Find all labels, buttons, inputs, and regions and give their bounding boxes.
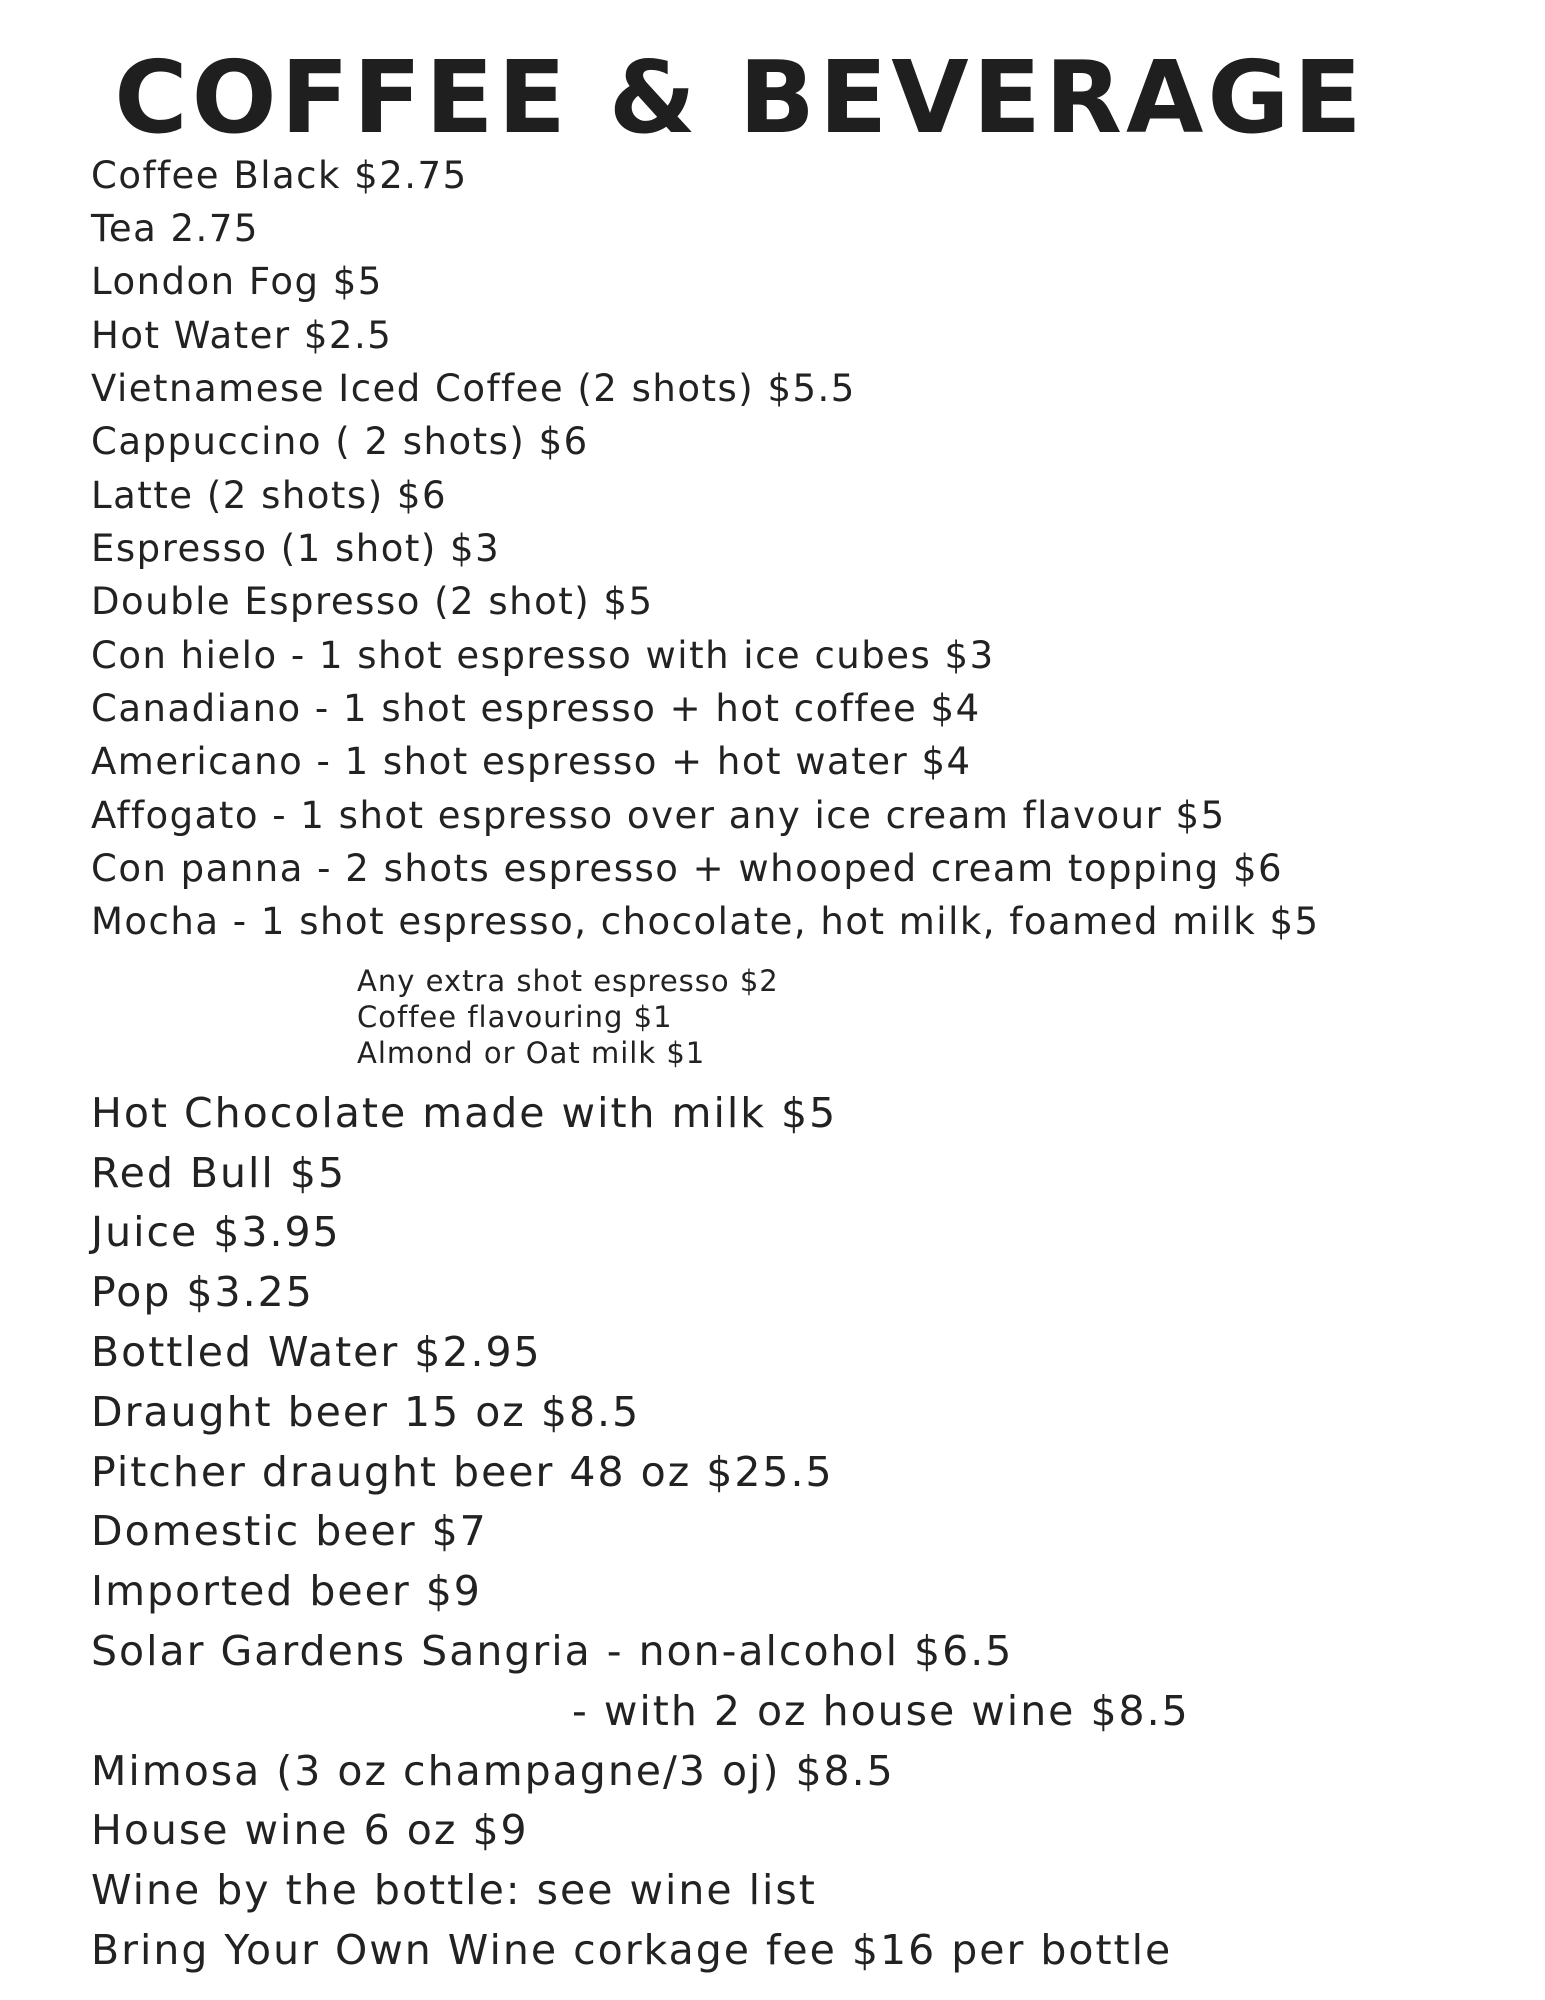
beverage-item: Draught beer 15 oz $8.5	[91, 1388, 641, 1436]
menu-item: Canadiano - 1 shot espresso + hot coffee $4	[91, 687, 981, 730]
beverage-item: Mimosa (3 oz champagne/3 oj) $8.5	[91, 1747, 895, 1795]
beverage-item: Wine by the bottle: see wine list	[91, 1866, 817, 1914]
beverage-item: Bring Your Own Wine corkage fee $16 per bottle	[91, 1926, 1173, 1974]
menu-item: London Fog $5	[91, 260, 383, 303]
beverage-item: Solar Gardens Sangria - non-alcohol $6.5	[91, 1627, 1014, 1675]
extra-item: Almond or Oat milk $1	[357, 1036, 706, 1070]
beverage-item: Pop $3.25	[91, 1268, 314, 1316]
menu-item: Latte (2 shots) $6	[91, 474, 447, 517]
beverage-item-continuation: - with 2 oz house wine $8.5	[572, 1687, 1190, 1735]
menu-item: Con panna - 2 shots espresso + whooped cream topping $6	[91, 847, 1284, 890]
menu-item: Cappuccino ( 2 shots) $6	[91, 420, 589, 463]
menu-item: Con hielo - 1 shot espresso with ice cubes $3	[91, 634, 995, 677]
extra-item: Coffee flavouring $1	[357, 1000, 673, 1034]
menu-item: Affogato - 1 shot espresso over any ice cream flavour $5	[91, 794, 1226, 837]
menu-item: Hot Water $2.5	[91, 314, 393, 357]
beverage-item: House wine 6 oz $9	[91, 1806, 529, 1854]
extra-item: Any extra shot espresso $2	[357, 964, 779, 998]
menu-item: Double Espresso (2 shot) $5	[91, 580, 654, 623]
menu-item: Vietnamese Iced Coffee (2 shots) $5.5	[91, 367, 856, 410]
menu-item: Tea 2.75	[91, 207, 259, 250]
beverage-item: Juice $3.95	[91, 1208, 341, 1256]
beverage-item: Domestic beer $7	[91, 1507, 488, 1555]
beverage-item: Hot Chocolate made with milk $5	[91, 1089, 838, 1137]
beverage-item: Red Bull $5	[91, 1149, 347, 1197]
menu-item: Espresso (1 shot) $3	[91, 527, 501, 570]
menu-title: COFFEE & BEVERAGE	[114, 39, 1366, 156]
menu-item: Coffee Black $2.75	[91, 154, 468, 197]
menu-item: Mocha - 1 shot espresso, chocolate, hot milk, foamed milk $5	[91, 900, 1320, 943]
beverage-item: Imported beer $9	[91, 1567, 482, 1615]
menu-item: Americano - 1 shot espresso + hot water $4	[91, 740, 972, 783]
beverage-item: Bottled Water $2.95	[91, 1328, 542, 1376]
beverage-item: Pitcher draught beer 48 oz $25.5	[91, 1448, 834, 1496]
